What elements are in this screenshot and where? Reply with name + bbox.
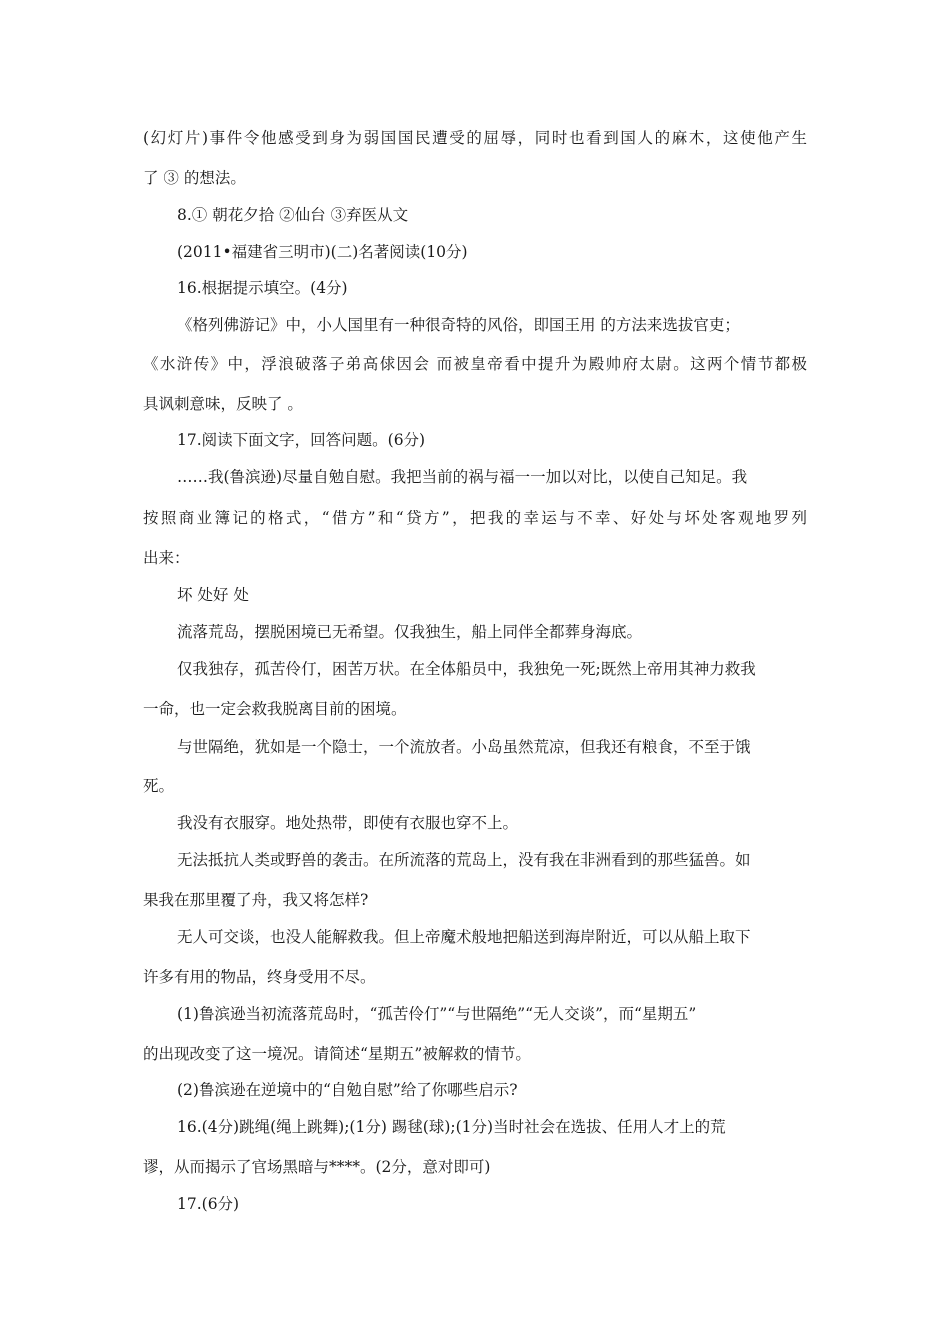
text-line: 流落荒岛，摆脱困境已无希望。仅我独生，船上同伴全都葬身海底。 — [177, 623, 643, 641]
text-line: 8.① 朝花夕拾 ②仙台 ③弃医从文 — [177, 206, 409, 224]
text-line: 死。 — [143, 777, 175, 795]
text-line: 16.(4分)跳绳(绳上跳舞);(1分) 踢毬(球);(1分)当时社会在选拔、任用人才上的荒 — [177, 1118, 726, 1136]
text-line: 17.阅读下面文字，回答问题。(6分) — [177, 431, 426, 449]
text-line: 的出现改变了这一境况。请简述“星期五”被解救的情节。 — [143, 1045, 531, 1063]
text-line: 一命，也一定会救我脱离目前的困境。 — [143, 700, 407, 718]
text-line: 无人可交谈，也没人能解救我。但上帝魔术般地把船送到海岸附近，可以从船上取下 — [177, 928, 751, 946]
text-line: 与世隔绝，犹如是一个隐士，一个流放者。小岛虽然荒凉，但我还有粮食，不至于饿 — [177, 738, 751, 756]
text-line: (幻灯片)事件令他感受到身为弱国国民遭受的屈辱，同时也看到国人的麻木，这使他产生 — [143, 129, 807, 147]
text-line: 坏 处好 处 — [177, 586, 249, 604]
text-line: 《格列佛游记》中，小人国里有一种很奇特的风俗，即国王用 的方法来选拔官吏； — [177, 316, 740, 334]
text-line: (2011•福建省三明市)(二)名著阅读(10分) — [177, 243, 468, 261]
text-line: 果我在那里覆了舟，我又将怎样? — [143, 891, 369, 909]
text-line: 按照商业簿记的格式，“借方”和“贷方”，把我的幸运与不幸、好处与坏处客观地罗列 — [143, 509, 807, 527]
text-line: 无法抵抗人类或野兽的袭击。在所流落的荒岛上，没有我在非洲看到的那些猛兽。如 — [177, 851, 751, 869]
text-line: 17.(6分) — [177, 1195, 240, 1213]
text-line: 具讽刺意味，反映了 。 — [143, 395, 303, 413]
text-line: ……我(鲁滨逊)尽量自勉自慰。我把当前的祸与福一一加以对比，以使自己知足。我 — [177, 468, 748, 486]
text-line: 谬，从而揭示了官场黑暗与****。(2分，意对即可) — [143, 1158, 491, 1176]
text-line: (2)鲁滨逊在逆境中的“自勉自慰”给了你哪些启示? — [177, 1081, 518, 1099]
text-line: 《水浒传》中，浮浪破落子弟高俅因会 而被皇帝看中提升为殿帅府太尉。这两个情节都极 — [143, 355, 807, 373]
text-line: 许多有用的物品，终身受用不尽。 — [143, 968, 376, 986]
text-line: 仅我独存，孤苦伶仃，困苦万状。在全体船员中，我独免一死;既然上帝用其神力救我 — [177, 660, 756, 678]
text-line: 16.根据提示填空。(4分) — [177, 279, 348, 297]
text-line: 了 ③ 的想法。 — [143, 169, 246, 187]
text-line: (1)鲁滨逊当初流落荒岛时，“孤苦伶仃”“与世隔绝”“无人交谈”，而“星期五” — [177, 1005, 697, 1023]
text-line: 我没有衣服穿。地处热带，即使有衣服也穿不上。 — [177, 814, 519, 832]
text-line: 出来： — [143, 549, 190, 567]
